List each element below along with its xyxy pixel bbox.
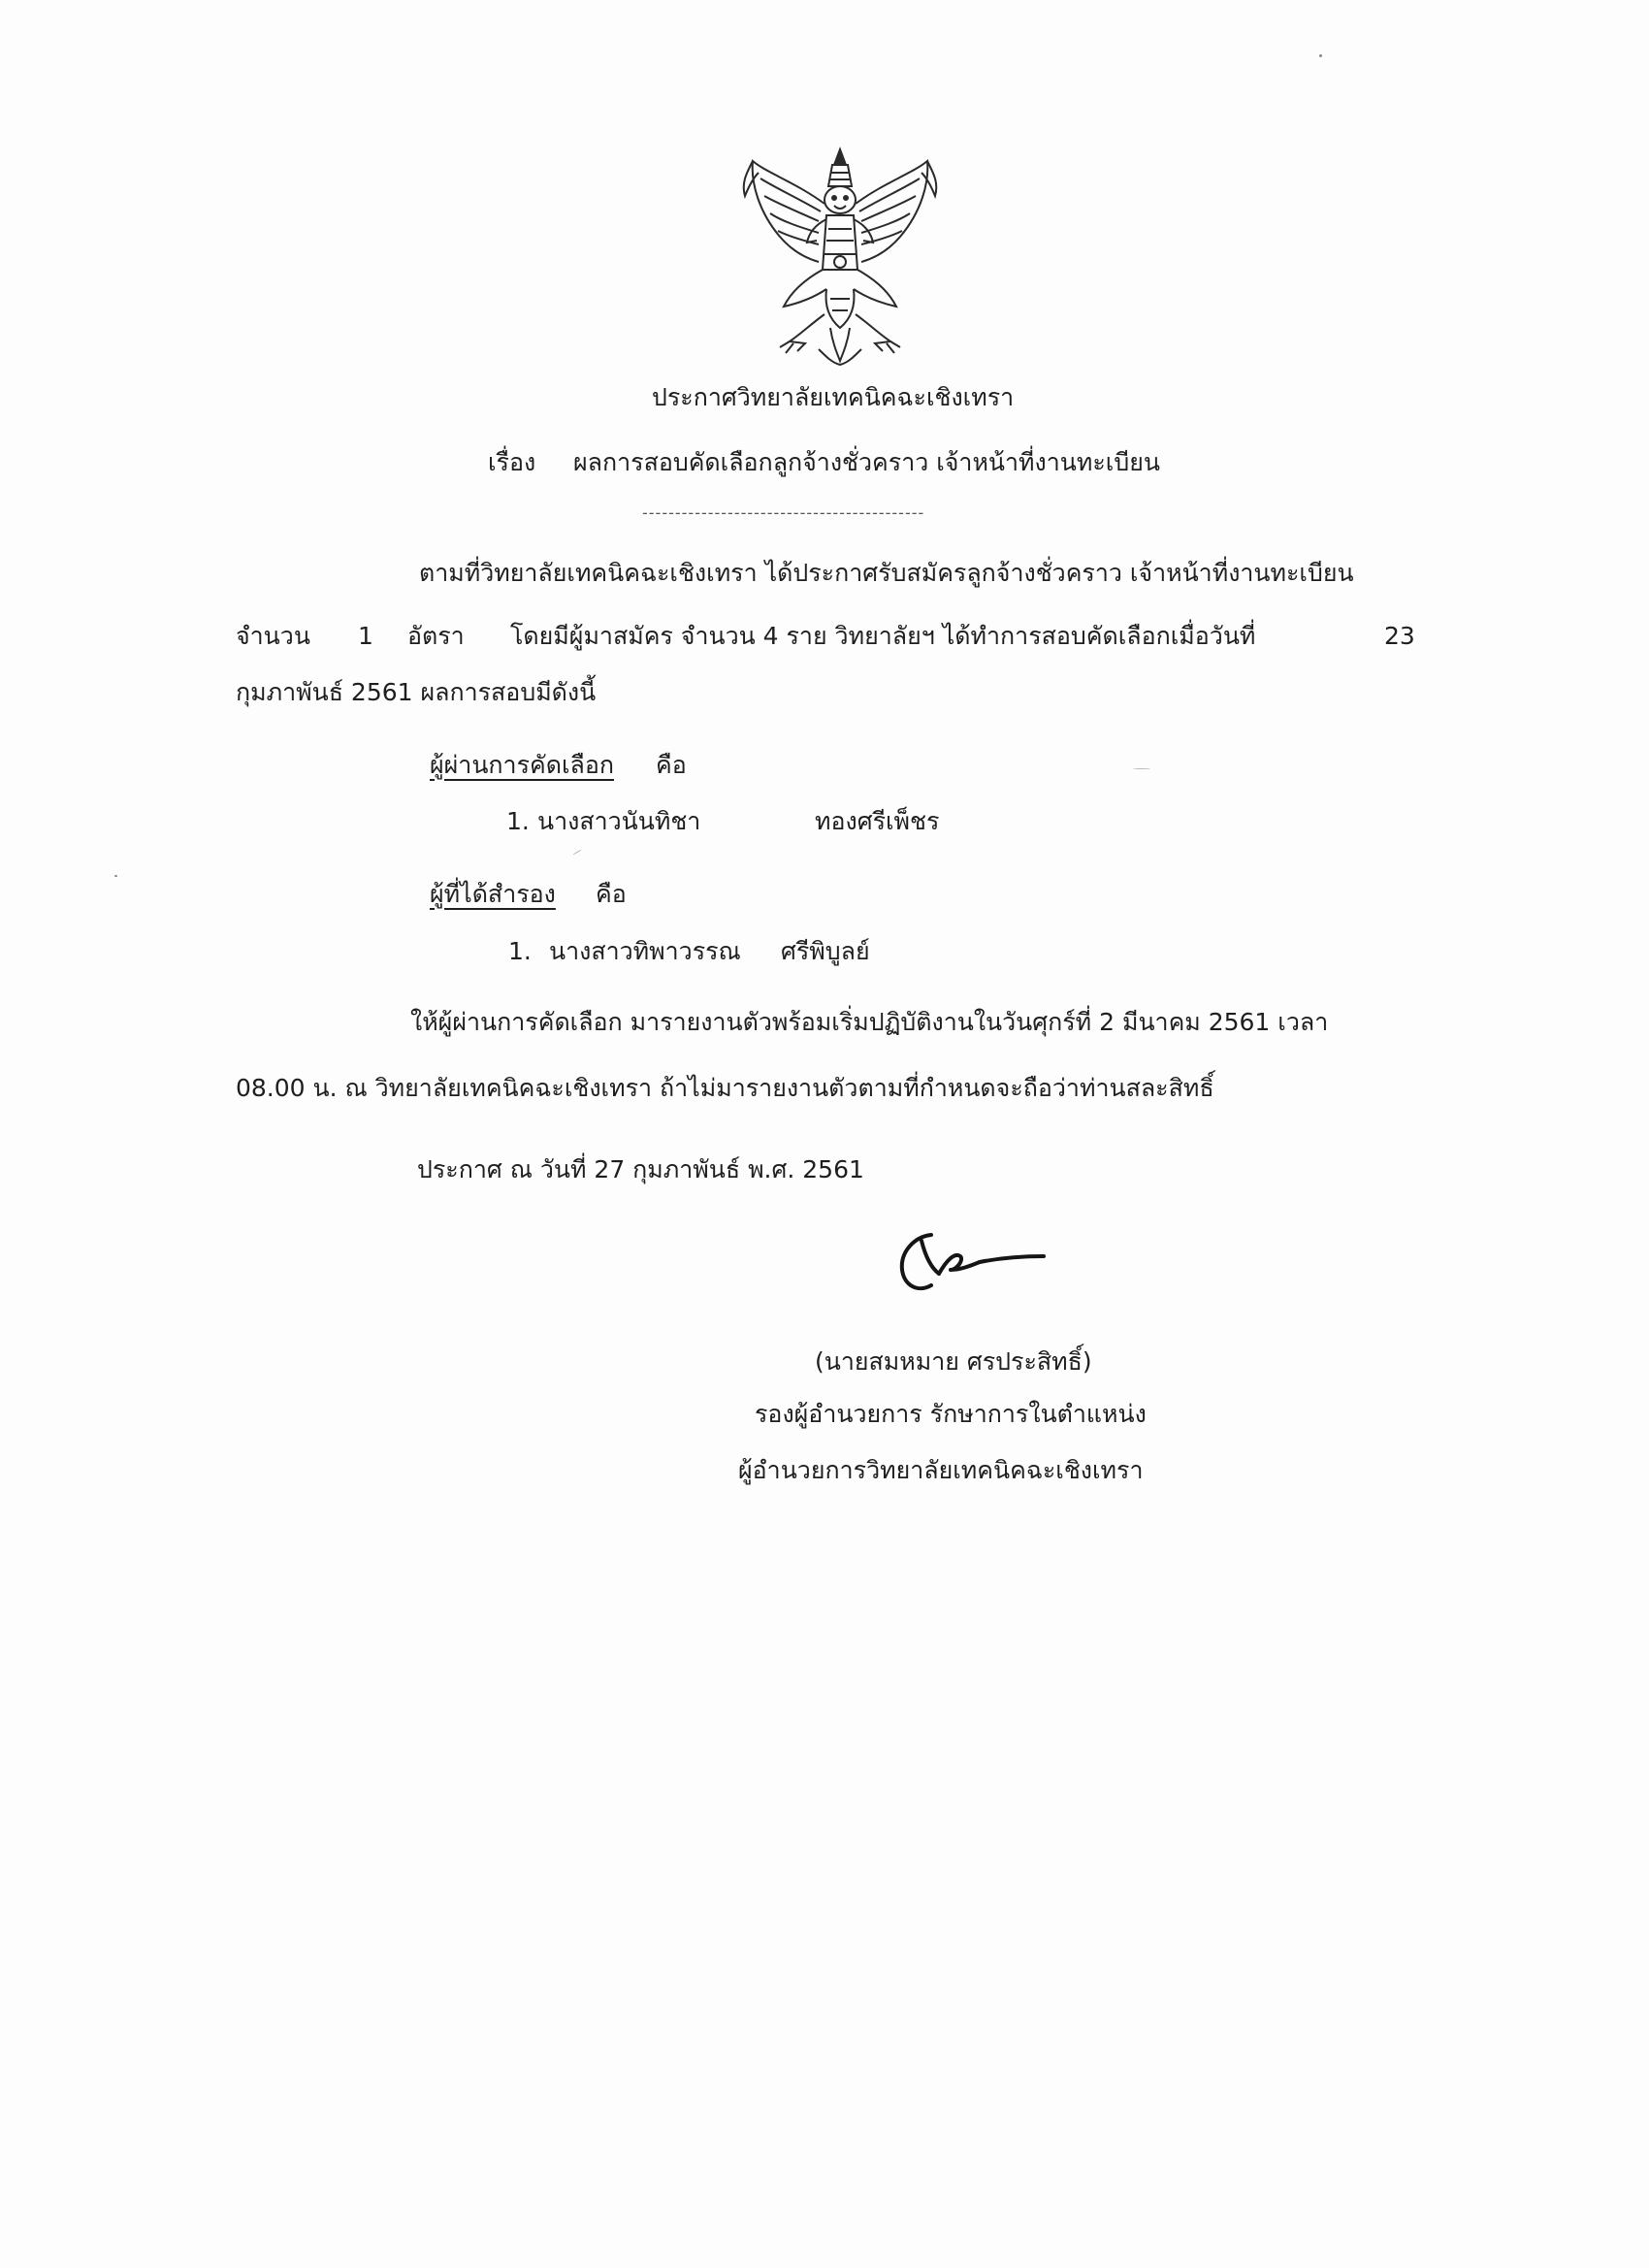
paragraph1-line2-d: โดยมีผู้มาสมัคร จำนวน 4 ราย วิทยาลัยฯ ได้ทำการสอบคัดเลือกเมื่อวันที่	[510, 622, 1256, 650]
paragraph1-line1: ตามที่วิทยาลัยเทคนิคฉะเชิงเทรา ได้ประกาศรับสมัครลูกจ้างชั่วคราว เจ้าหน้าที่งานทะเบียน	[419, 559, 1354, 587]
title-separator: -------------------------------------------	[642, 503, 925, 522]
signatory-name: (นายสมหมาย ศรประสิทธิ์)	[815, 1347, 1092, 1376]
scan-speck	[1133, 768, 1150, 769]
scan-speck	[114, 875, 117, 877]
subject-label: เรื่อง	[488, 448, 536, 476]
passed-heading: ผู้ผ่านการคัดเลือก	[430, 751, 615, 779]
reserve-item-number: 1.	[508, 937, 532, 965]
paragraph2-line2: 08.00 น. ณ วิทยาลัยเทคนิคฉะเชิงเทรา ถ้าไม่มารายงานตัวตามที่กำหนดจะถือว่าท่านสละสิทธิ์	[236, 1074, 1214, 1102]
passed-item-first-name: นางสาวนันทิชา	[537, 807, 701, 835]
document-title: ประกาศวิทยาลัยเทคนิคฉะเชิงเทรา	[652, 383, 1015, 411]
subject-text: ผลการสอบคัดเลือกลูกจ้างชั่วคราว เจ้าหน้าที่งานทะเบียน	[573, 448, 1160, 476]
paragraph1-line2-e: 23	[1384, 622, 1415, 650]
scan-speck	[572, 850, 581, 856]
announce-date: ประกาศ ณ วันที่ 27 กุมภาพันธ์ พ.ศ. 2561	[417, 1155, 864, 1183]
paragraph1-line2-c: อัตรา	[407, 622, 465, 650]
reserve-item-first-name: นางสาวทิพาวรรณ	[549, 937, 741, 965]
paragraph2-line1: ให้ผู้ผ่านการคัดเลือก มารายงานตัวพร้อมเริ่มปฏิบัติงานในวันศุกร์ที่ 2 มีนาคม 2561 เวลา	[410, 1008, 1329, 1036]
reserve-heading-suffix: คือ	[596, 880, 627, 908]
scan-speck	[1319, 54, 1322, 57]
reserve-heading: ผู้ที่ได้สำรอง	[430, 880, 556, 908]
signature-image	[892, 1227, 1057, 1305]
paragraph1-line3: กุมภาพันธ์ 2561 ผลการสอบมีดังนี้	[236, 678, 597, 706]
signatory-position1: รองผู้อำนวยการ รักษาการในตำแหน่ง	[755, 1400, 1147, 1428]
reserve-item-last-name: ศรีพิบูลย์	[781, 937, 870, 965]
signatory-position2: ผู้อำนวยการวิทยาลัยเทคนิคฉะเชิงเทรา	[738, 1456, 1144, 1484]
passed-heading-suffix: คือ	[656, 751, 687, 779]
paragraph1-line2-a: จำนวน	[236, 622, 310, 650]
garuda-emblem-icon	[737, 144, 943, 369]
paragraph1-line2-b: 1	[358, 622, 373, 650]
passed-item-last-name: ทองศรีเพ็ชร	[815, 807, 940, 835]
passed-item-number: 1.	[506, 807, 530, 835]
